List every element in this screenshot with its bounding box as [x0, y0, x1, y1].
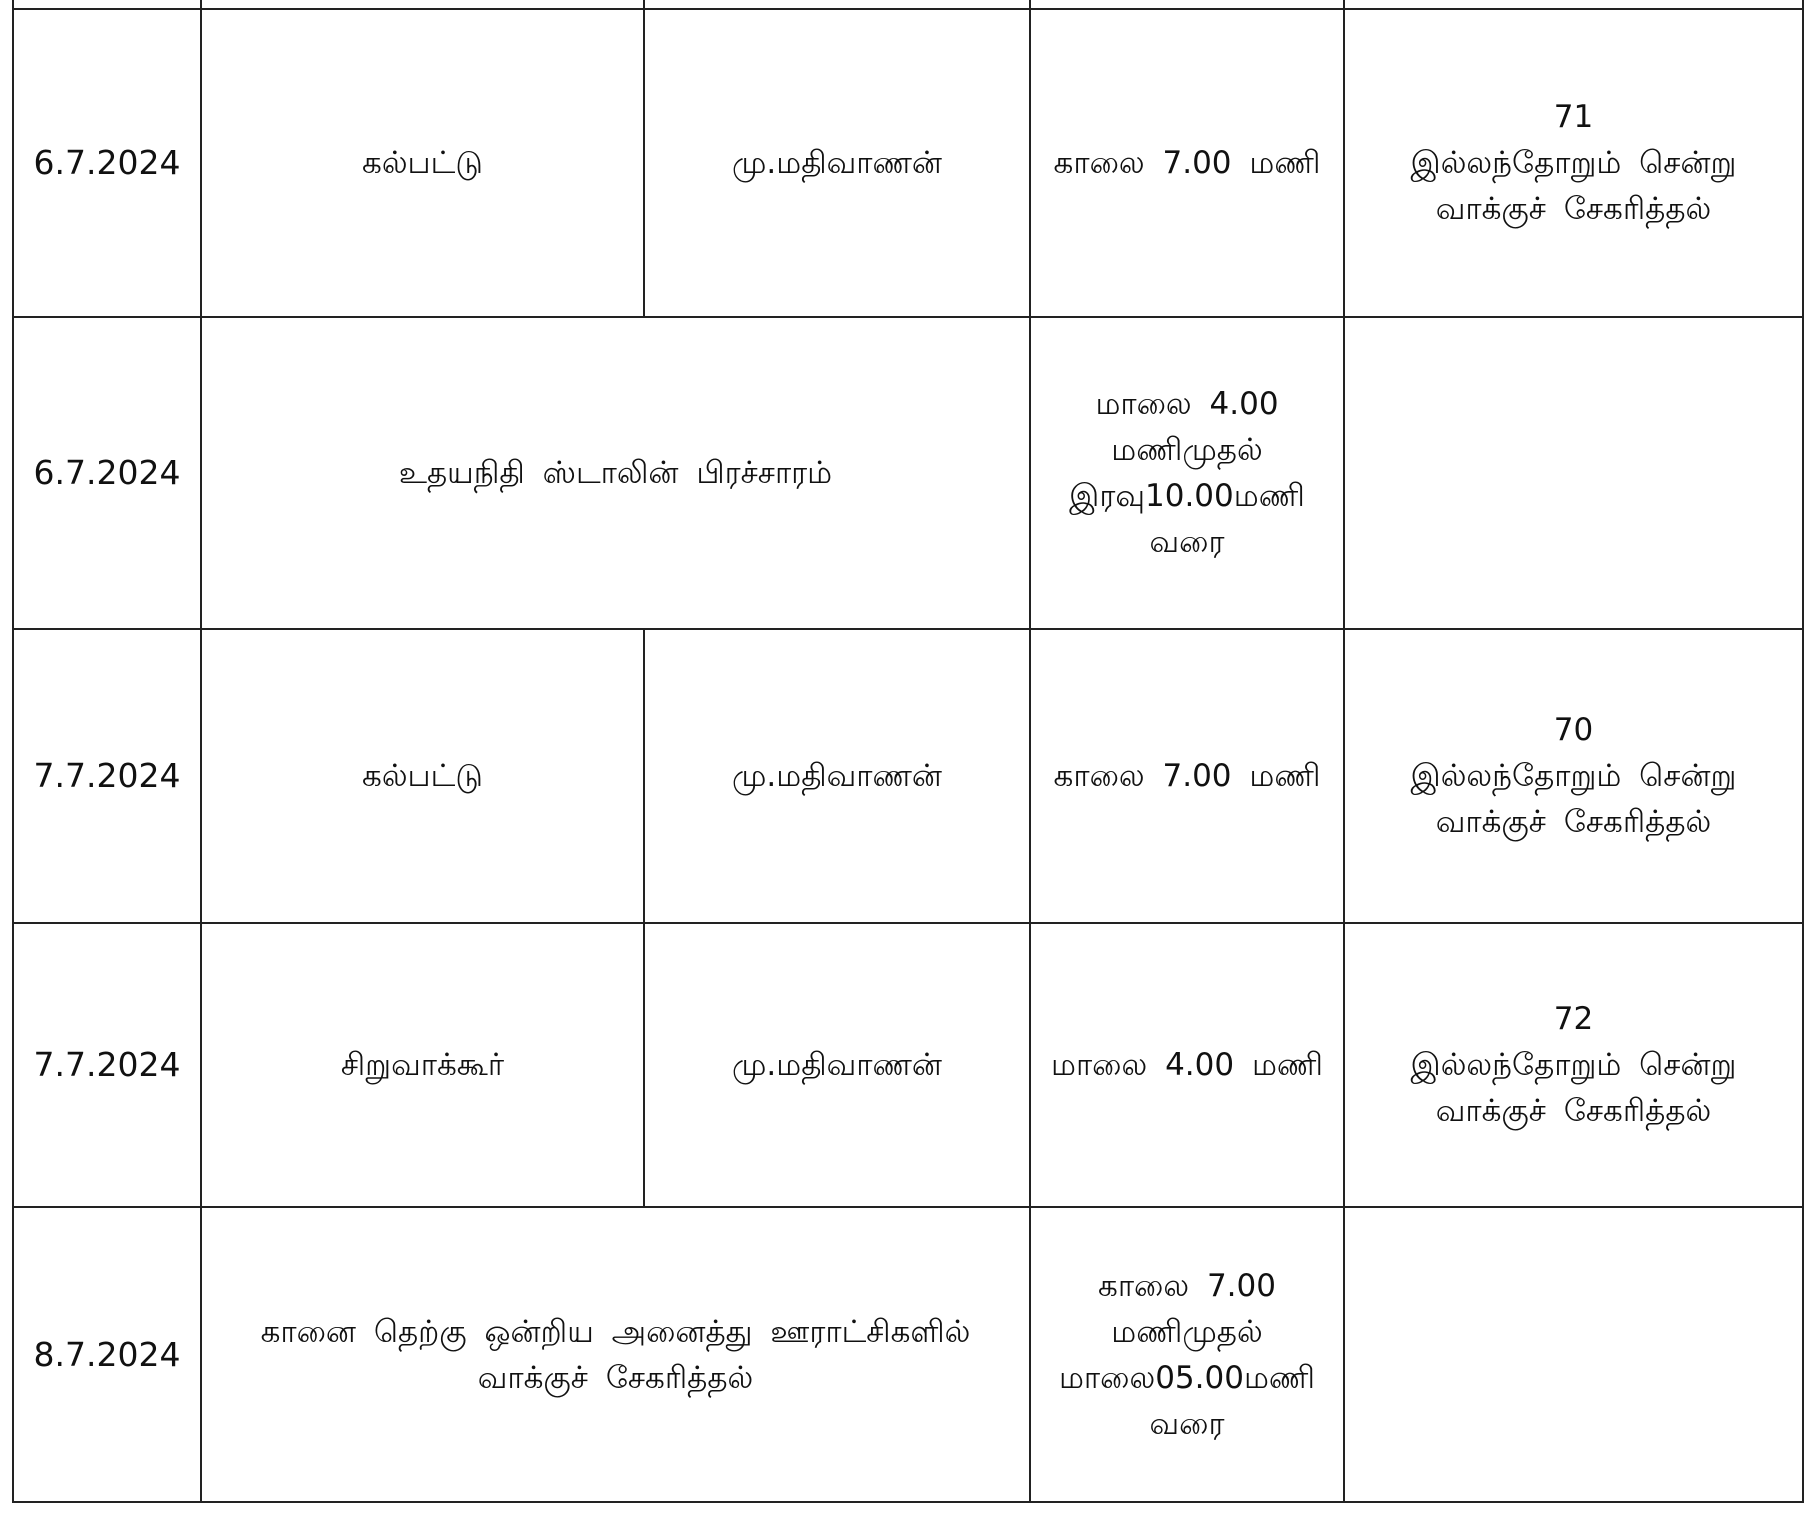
- activity-cell: [1344, 923, 1803, 1207]
- table-cell-empty: [1030, 0, 1344, 9]
- activity-text: இல்லந்தோறும் சென்று: [1410, 145, 1737, 181]
- activity-text: வாக்குச் சேகரித்தல்: [1435, 191, 1712, 227]
- table-row-partial-top: [13, 0, 1803, 9]
- table-cell-empty: [1344, 0, 1803, 9]
- table-row: [13, 629, 1803, 923]
- activity-text: வாக்குச் சேகரித்தல்: [1435, 1093, 1712, 1129]
- time-cell: [1030, 317, 1344, 629]
- event-cell: [201, 317, 1030, 629]
- person-cell: மு.மதிவாணன்: [644, 629, 1030, 923]
- event-text: உதயநிதி ஸ்டாலின் பிரச்சாரம்: [398, 455, 833, 491]
- date-cell: 8.7.2024: [13, 1207, 201, 1502]
- time-text: மணிமுதல்: [1111, 1313, 1263, 1350]
- time-cell: [1030, 1207, 1344, 1502]
- date-cell: 6.7.2024: [13, 317, 201, 629]
- time-text: வரை: [1149, 524, 1225, 560]
- ward-number: 70: [1553, 712, 1594, 748]
- date-cell: 7.7.2024: [13, 923, 201, 1207]
- ward-number: 72: [1553, 1001, 1594, 1037]
- activity-cell: [1344, 9, 1803, 317]
- place-cell: கல்பட்டு: [201, 629, 644, 923]
- time-cell: காலை 7.00 மணி: [1030, 629, 1344, 923]
- activity-text: வாக்குச் சேகரித்தல்: [1435, 804, 1712, 840]
- date-cell: 6.7.2024: [13, 9, 201, 317]
- time-text: வரை: [1149, 1405, 1225, 1442]
- table-cell-empty: [644, 0, 1030, 9]
- table-cell-empty: [13, 0, 201, 9]
- event-text: வாக்குச் சேகரித்தல்: [477, 1359, 754, 1396]
- person-cell: மு.மதிவாணன்: [644, 923, 1030, 1207]
- activity-text: இல்லந்தோறும் சென்று: [1410, 1047, 1737, 1083]
- time-cell: மாலை 4.00 மணி: [1030, 923, 1344, 1207]
- place-cell: சிறுவாக்கூர்: [201, 923, 644, 1207]
- activity-cell: [1344, 629, 1803, 923]
- activity-cell-empty: [1344, 317, 1803, 629]
- time-text: மாலை 4.00: [1095, 386, 1279, 422]
- time-text: இரவு10.00மணி: [1069, 478, 1305, 514]
- activity-cell-empty: [1344, 1207, 1803, 1502]
- place-cell: கல்பட்டு: [201, 9, 644, 317]
- campaign-schedule-table: [12, 0, 1804, 1503]
- table-row: [13, 9, 1803, 317]
- time-text: காலை 7.00: [1098, 1267, 1276, 1304]
- table-row: [13, 923, 1803, 1207]
- event-text: கானை தெற்கு ஒன்றிய அனைத்து ஊராட்சிகளில்: [260, 1313, 971, 1350]
- time-cell: காலை 7.00 மணி: [1030, 9, 1344, 317]
- time-text: மணிமுதல்: [1111, 432, 1263, 468]
- table-row: [13, 317, 1803, 629]
- ward-number: 71: [1553, 99, 1594, 135]
- table-cell-empty: [201, 0, 644, 9]
- time-text: மாலை05.00மணி: [1058, 1359, 1315, 1396]
- date-cell: 7.7.2024: [13, 629, 201, 923]
- person-cell: மு.மதிவாணன்: [644, 9, 1030, 317]
- activity-text: இல்லந்தோறும் சென்று: [1410, 758, 1737, 794]
- schedule-sheet: [12, 0, 1802, 1503]
- event-cell: [201, 1207, 1030, 1502]
- table-row: [13, 1207, 1803, 1502]
